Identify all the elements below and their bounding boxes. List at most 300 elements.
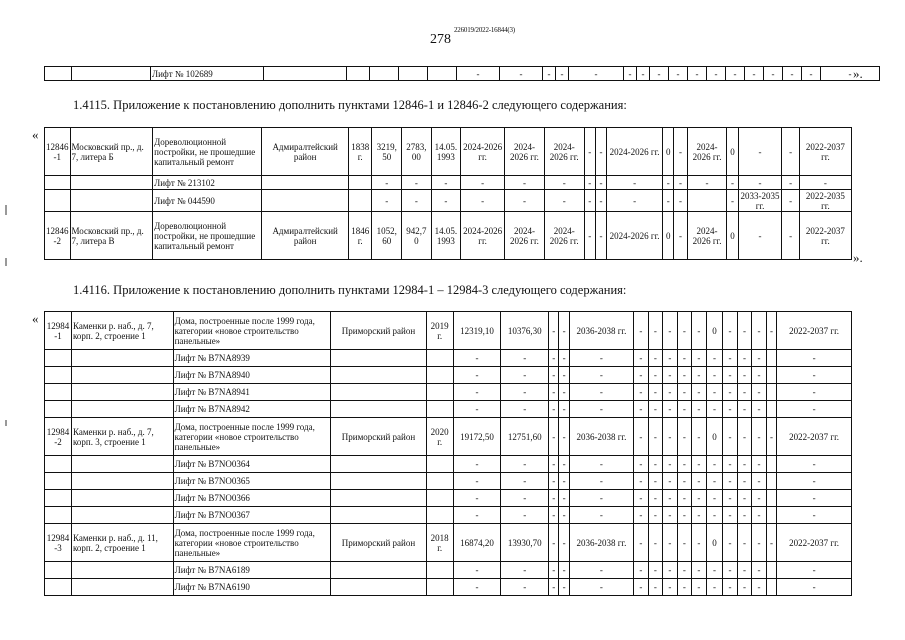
table-row (45, 524, 852, 562)
table-cell: - (549, 524, 559, 562)
table-cell: - (559, 401, 569, 418)
table-cell: - (648, 401, 663, 418)
table-cell: - (766, 312, 776, 350)
table-cell: - (634, 524, 649, 562)
table-cell: - (559, 350, 569, 367)
table-row: Лифт № 044590 - - - - - - - - - - - - 2033-2035 гг. - 2022-2035 гг. (45, 190, 852, 212)
table-cell: - (569, 384, 633, 401)
table-cell: - (453, 473, 501, 490)
table-cell (71, 456, 173, 473)
table-cell: - (723, 401, 738, 418)
table-cell: - (706, 350, 723, 367)
table-cell: - (723, 562, 738, 579)
period-cell: 2036-2038 гг. (569, 312, 633, 350)
table-cell: - (549, 562, 559, 579)
table-cell: - (549, 350, 559, 367)
table-cell: - (777, 384, 852, 401)
district-cell: Приморский район (331, 418, 426, 456)
table-cell: - (752, 507, 767, 524)
lift-cell: Лифт № B7NA6189 (173, 562, 331, 579)
table-cell: - (663, 579, 678, 596)
table-cell: - (663, 401, 678, 418)
table-cell: - (777, 562, 852, 579)
table-row (45, 456, 852, 473)
table-cell (45, 367, 72, 384)
table-cell: 0 (706, 524, 723, 562)
table-cell: - (677, 473, 692, 490)
table-cell: - (677, 507, 692, 524)
table-cell: - (706, 367, 723, 384)
table-cell: - (648, 473, 663, 490)
table-cell (426, 367, 453, 384)
lift-cell: Лифт № 102689 (151, 67, 264, 81)
table-cell: - (723, 418, 738, 456)
lift-cell: Лифт № B7NO0365 (173, 473, 331, 490)
table-cell: - (737, 562, 752, 579)
table-cell: - (501, 507, 549, 524)
table-cell: - (752, 384, 767, 401)
table-cell: - (723, 312, 738, 350)
table-cell: - (663, 524, 678, 562)
table-cell: - (677, 312, 692, 350)
table-cell: - (737, 312, 752, 350)
table-cell: - (501, 579, 549, 596)
table-cell: - (663, 367, 678, 384)
table-cell (331, 456, 426, 473)
lift-cell: Лифт № B7NA6190 (173, 579, 331, 596)
table-cell: - (692, 312, 707, 350)
table-cell: - (706, 473, 723, 490)
table-cell (45, 562, 72, 579)
table-cell: - (549, 401, 559, 418)
table-cell: - (569, 562, 633, 579)
area-cell: 12751,60 (501, 418, 549, 456)
table-cell: - (692, 350, 707, 367)
table-cell: - (677, 418, 692, 456)
table-cell: - (634, 367, 649, 384)
table-cell: - (663, 350, 678, 367)
table-cell: - (663, 384, 678, 401)
table-cell: - (453, 507, 501, 524)
table-cell: - (559, 418, 569, 456)
table-cell: - (648, 350, 663, 367)
table-cell: - (752, 312, 767, 350)
table-cell: - (634, 401, 649, 418)
table-cell (766, 384, 776, 401)
lift-cell: Лифт № B7NO0364 (173, 456, 331, 473)
table-cell: - (569, 490, 633, 507)
table-cell: - (723, 473, 738, 490)
area-cell: 13930,70 (501, 524, 549, 562)
table-cell: - (737, 367, 752, 384)
table-cell: - (677, 367, 692, 384)
table-cell: - (501, 490, 549, 507)
table-cell (331, 350, 426, 367)
table-cell (71, 384, 173, 401)
table-cell (426, 384, 453, 401)
table-row: Лифт № 213102 - - - - - - - - - - - - - - - - (45, 176, 852, 190)
area-cell: 16874,20 (453, 524, 501, 562)
table-row (45, 579, 852, 596)
table-cell: - (634, 562, 649, 579)
table-cell: - (692, 384, 707, 401)
table-cell: - (677, 384, 692, 401)
table-cell: - (752, 473, 767, 490)
table-cell: - (648, 579, 663, 596)
table-cell (331, 367, 426, 384)
table-cell (45, 456, 72, 473)
area-cell: 10376,30 (501, 312, 549, 350)
margin-mark (5, 420, 7, 426)
table-cell (331, 490, 426, 507)
table-cell: - (737, 401, 752, 418)
table-cell (71, 579, 173, 596)
table-cell: - (752, 367, 767, 384)
table-cell (331, 562, 426, 579)
final-period-cell: 2022-2037 гг. (777, 418, 852, 456)
table-cell: - (706, 579, 723, 596)
period-cell: 2036-2038 гг. (569, 418, 633, 456)
district-cell: Приморский район (331, 524, 426, 562)
item-number: 12984 -3 (45, 524, 72, 562)
table-cell: - (453, 562, 501, 579)
section1-table (44, 127, 852, 260)
table-cell (766, 579, 776, 596)
table-cell: - (737, 456, 752, 473)
table-cell: - (692, 401, 707, 418)
table-cell: - (737, 579, 752, 596)
lift-cell: Лифт № B7NA8942 (173, 401, 331, 418)
table-cell: - (677, 456, 692, 473)
table-row (45, 384, 852, 401)
table-cell: - (737, 507, 752, 524)
table-cell: - (569, 579, 633, 596)
table-cell: - (663, 562, 678, 579)
table-cell: - (766, 418, 776, 456)
table-cell: - (723, 456, 738, 473)
table-cell (426, 473, 453, 490)
table-cell (426, 562, 453, 579)
margin-mark (5, 205, 7, 215)
table-cell: - (777, 367, 852, 384)
table-row (45, 401, 852, 418)
section2-table (44, 311, 852, 596)
lift-cell: Лифт № B7NO0366 (173, 490, 331, 507)
table-cell: - (501, 350, 549, 367)
table-cell (45, 350, 72, 367)
table-cell: - (737, 384, 752, 401)
table-cell: - (692, 367, 707, 384)
margin-mark (5, 258, 7, 266)
table-cell: - (677, 490, 692, 507)
table-row (45, 473, 852, 490)
table-cell (426, 456, 453, 473)
table-cell: - (549, 312, 559, 350)
section-heading: 1.4115. Приложение к постановлению дополнить пунктами 12846-1 и 12846-2 следующего содержания: (73, 98, 627, 112)
table-cell (71, 562, 173, 579)
table-cell (426, 350, 453, 367)
lift-cell: Лифт № B7NA8941 (173, 384, 331, 401)
table-cell: - (501, 562, 549, 579)
table-cell: - (723, 350, 738, 367)
table-cell: - (559, 490, 569, 507)
table-cell: - (559, 473, 569, 490)
page-number: 278 (430, 32, 451, 47)
table-cell (331, 507, 426, 524)
table-cell: - (706, 562, 723, 579)
final-period-cell: 2022-2037 гг. (777, 312, 852, 350)
table-cell: - (677, 524, 692, 562)
table-cell: - (453, 384, 501, 401)
table-cell: - (569, 401, 633, 418)
table-cell: - (648, 524, 663, 562)
table-cell: - (737, 490, 752, 507)
table-cell (45, 384, 72, 401)
table-cell: - (648, 507, 663, 524)
table-row (45, 507, 852, 524)
table-cell: - (559, 507, 569, 524)
address-cell: Каменки р. наб., д. 7, корп. 2, строение 1 (71, 312, 173, 350)
table-cell: - (559, 384, 569, 401)
table-cell: - (648, 312, 663, 350)
table-cell (71, 473, 173, 490)
table-cell: - (569, 507, 633, 524)
table-cell (71, 350, 173, 367)
table-cell: - (723, 507, 738, 524)
table-cell: - (648, 456, 663, 473)
table-cell: - (723, 367, 738, 384)
table-cell (766, 350, 776, 367)
table-cell: - (648, 384, 663, 401)
table-cell: - (777, 401, 852, 418)
table-cell (45, 579, 72, 596)
item-number: 12984 -2 (45, 418, 72, 456)
table-cell: - (453, 456, 501, 473)
period-cell: 2036-2038 гг. (569, 524, 633, 562)
table-cell: - (706, 401, 723, 418)
lift-cell: Лифт № B7NO0367 (173, 507, 331, 524)
table-cell: - (453, 579, 501, 596)
district-cell: Приморский район (331, 312, 426, 350)
table-cell: - (723, 384, 738, 401)
year-cell: 2018 г. (426, 524, 453, 562)
table-cell: - (549, 473, 559, 490)
table-cell: - (634, 579, 649, 596)
table-cell: - (453, 367, 501, 384)
table-cell: - (737, 524, 752, 562)
table-cell: - (706, 384, 723, 401)
table-cell (71, 490, 173, 507)
table-cell: - (634, 507, 649, 524)
table-row: 12846 -2 Московский пр., д. 7, литера В Дореволюционной постройки, не прошедшие капитальный ремонт Адмиралтейский район 1846 г. 1052, 60 942,7 0 14.05. 1993 2024-2026 гг. 2024-2026 гг. 2024-2026 гг. - - 2024-2026 гг. 0 - 2024-2026 гг. 0 - - 2022-2037 гг. (45, 212, 852, 260)
table-cell: - (559, 562, 569, 579)
table-cell (45, 473, 72, 490)
table-cell: - (634, 312, 649, 350)
table-cell: - (634, 473, 649, 490)
table-cell: - (634, 490, 649, 507)
table-cell: - (549, 579, 559, 596)
table-cell: - (549, 367, 559, 384)
table-cell: - (648, 367, 663, 384)
table-cell: - (692, 490, 707, 507)
closing-quote: ». (853, 250, 863, 265)
table-cell: - (677, 350, 692, 367)
table-cell: - (752, 490, 767, 507)
table-cell: - (663, 312, 678, 350)
table-cell (426, 401, 453, 418)
table-cell (426, 507, 453, 524)
table-cell (71, 367, 173, 384)
item-number: 12984 -1 (45, 312, 72, 350)
table-cell (766, 367, 776, 384)
table-cell: - (766, 524, 776, 562)
table-cell (766, 473, 776, 490)
table-cell: - (648, 418, 663, 456)
table-cell: - (549, 418, 559, 456)
table-cell (426, 579, 453, 596)
table-cell: - (737, 350, 752, 367)
table-cell: - (752, 401, 767, 418)
table-row (45, 350, 852, 367)
table-row (45, 562, 852, 579)
area-cell: 19172,50 (453, 418, 501, 456)
table-cell: - (692, 524, 707, 562)
table-cell (45, 507, 72, 524)
address-cell: Каменки р. наб., д. 11, корп. 2, строение 1 (71, 524, 173, 562)
table-cell: - (501, 473, 549, 490)
table-row: Лифт № 102689 - - - - - - - - - - - - - - - - - (45, 67, 880, 81)
table-cell: - (777, 490, 852, 507)
table-cell: - (752, 350, 767, 367)
table-cell: - (752, 456, 767, 473)
table-cell: - (663, 473, 678, 490)
table-cell: - (634, 418, 649, 456)
table-cell: - (692, 562, 707, 579)
table-cell: - (549, 490, 559, 507)
table-row (45, 367, 852, 384)
table-cell: - (663, 418, 678, 456)
building-type-cell: Дома, построенные после 1999 года, категории «новое строительство панельные» (173, 312, 331, 350)
table-cell: - (648, 490, 663, 507)
table-cell: - (752, 418, 767, 456)
lift-cell: Лифт № B7NA8939 (173, 350, 331, 367)
table-cell (766, 507, 776, 524)
table-cell: - (549, 507, 559, 524)
table-cell (766, 562, 776, 579)
table-cell: - (677, 579, 692, 596)
table-cell: - (737, 473, 752, 490)
document-id: 226019/2022-16844(3) (454, 26, 515, 34)
table-cell: - (706, 507, 723, 524)
lift-cell: Лифт № B7NA8940 (173, 367, 331, 384)
table-cell (331, 384, 426, 401)
table-cell: - (777, 350, 852, 367)
table-cell: - (648, 562, 663, 579)
table-cell: - (723, 579, 738, 596)
table-cell: - (663, 456, 678, 473)
table-cell: - (559, 579, 569, 596)
table-cell (766, 456, 776, 473)
table-cell: - (559, 456, 569, 473)
table-cell: - (663, 490, 678, 507)
table-cell: - (752, 562, 767, 579)
final-period-cell: 2022-2037 гг. (777, 524, 852, 562)
table-cell: - (569, 473, 633, 490)
table-cell: - (777, 579, 852, 596)
table-cell: - (706, 456, 723, 473)
table-cell: - (677, 401, 692, 418)
table-cell (766, 490, 776, 507)
opening-quote: « (32, 127, 39, 142)
table-cell: - (569, 456, 633, 473)
table-cell (45, 401, 72, 418)
continuation-table (44, 66, 880, 81)
opening-quote: « (32, 311, 39, 326)
table-row: 12846 -1 Московский пр., д. 7, литера Б Дореволюционной постройки, не прошедшие капитальный ремонт Адмиралтейский район 1838 г. 3219, 50 2783, 00 14.05. 1993 2024-2026 гг. 2024-2026 гг. 2024-2026 гг. - - 2024-2026 гг. 0 - 2024-2026 гг. 0 - - 2022-2037 гг. (45, 128, 852, 176)
table-cell: - (501, 401, 549, 418)
table-cell: - (634, 456, 649, 473)
table-cell (71, 507, 173, 524)
table-cell: - (692, 473, 707, 490)
table-cell: - (501, 384, 549, 401)
table-cell: - (634, 384, 649, 401)
table-cell: - (737, 418, 752, 456)
table-cell: - (706, 490, 723, 507)
table-cell (766, 401, 776, 418)
year-cell: 2020 г. (426, 418, 453, 456)
table-cell: - (559, 312, 569, 350)
table-cell: - (692, 418, 707, 456)
address-cell: Каменки р. наб., д. 7, корп. 3, строение 1 (71, 418, 173, 456)
table-row (45, 312, 852, 350)
table-row (45, 490, 852, 507)
table-cell: - (692, 507, 707, 524)
table-cell: - (453, 401, 501, 418)
table-cell: - (634, 350, 649, 367)
building-type-cell: Дома, построенные после 1999 года, категории «новое строительство панельные» (173, 524, 331, 562)
building-type-cell: Дома, построенные после 1999 года, категории «новое строительство панельные» (173, 418, 331, 456)
table-cell: 0 (706, 418, 723, 456)
area-cell: 12319,10 (453, 312, 501, 350)
table-cell: - (723, 524, 738, 562)
table-cell: - (549, 456, 559, 473)
table-cell: - (663, 507, 678, 524)
closing-quote: ». (853, 66, 863, 81)
table-cell: - (777, 456, 852, 473)
year-cell: 2019 г. (426, 312, 453, 350)
table-cell: - (501, 367, 549, 384)
table-cell: - (501, 456, 549, 473)
table-cell: - (453, 350, 501, 367)
table-cell: - (559, 524, 569, 562)
table-cell (331, 401, 426, 418)
table-cell (45, 490, 72, 507)
table-cell: - (752, 579, 767, 596)
table-cell: - (723, 490, 738, 507)
table-cell: - (677, 562, 692, 579)
table-cell (331, 579, 426, 596)
table-cell: - (692, 456, 707, 473)
table-cell: - (569, 350, 633, 367)
table-cell: - (777, 473, 852, 490)
table-cell: - (692, 579, 707, 596)
table-cell: - (752, 524, 767, 562)
table-cell (426, 490, 453, 507)
section-heading: 1.4116. Приложение к постановлению дополнить пунктами 12984-1 – 12984-3 следующего содержания: (73, 283, 627, 297)
table-cell: 0 (706, 312, 723, 350)
table-cell: - (777, 507, 852, 524)
table-cell: - (549, 384, 559, 401)
